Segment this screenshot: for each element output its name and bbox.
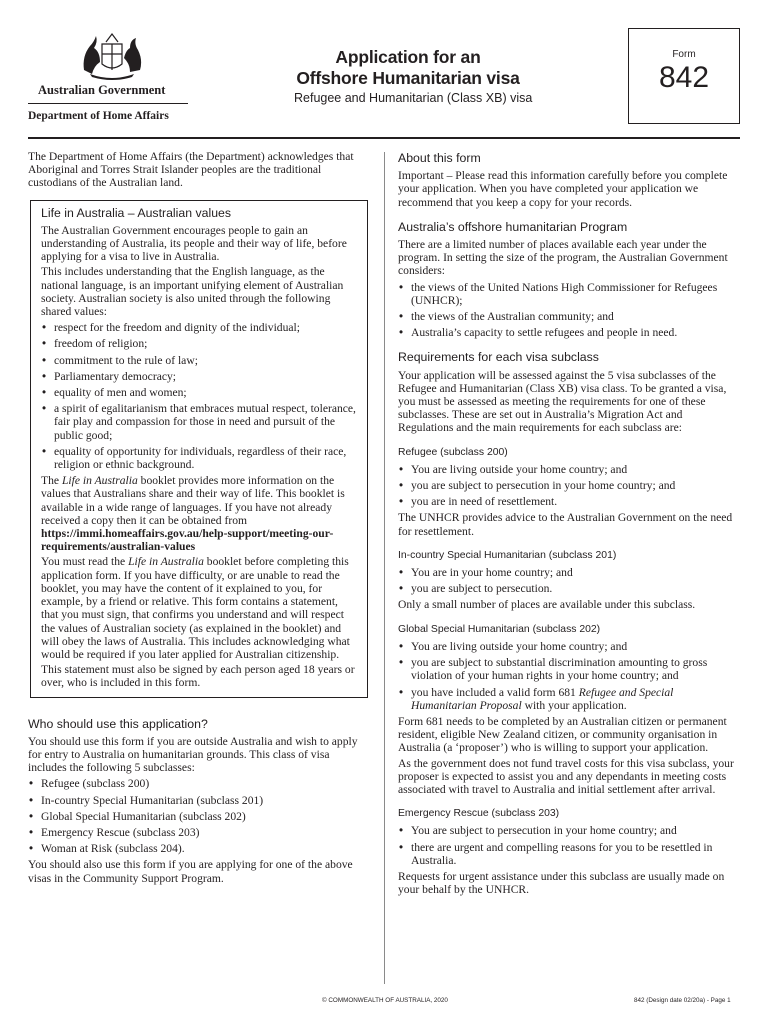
requirement-item: • You are living outside your home country; and xyxy=(398,463,740,476)
requirement-item: • you are subject to persecution. xyxy=(398,582,740,595)
page-info: 842 (Design date 02/20a) - Page 1 xyxy=(634,997,731,1004)
values-list-item: • equality of opportunity for individuals, regardless of their race, religion or ethnic background. xyxy=(41,445,357,471)
values-list-item: • freedom of religion; xyxy=(41,337,357,350)
values-list-item: • equality of men and women; xyxy=(41,386,357,399)
booklet-title: Life in Australia xyxy=(128,555,204,569)
subclass-list-item: • Woman at Risk (subclass 204). xyxy=(28,842,368,855)
left-column xyxy=(28,150,368,887)
requirement-item: • you are in need of resettlement. xyxy=(398,495,740,508)
about-heading: About this form xyxy=(398,151,481,165)
community-support-text: You should also use this form if you are applying for one of the above visas in the Community Support Program. xyxy=(28,858,353,885)
requirement-item: • you are subject to substantial discrimination amounting to gross violation of your human rights in your home country; and xyxy=(398,656,740,682)
subclass-201-list xyxy=(398,566,740,595)
subclass-203-heading: Emergency Rescue (subclass 203) xyxy=(398,808,560,820)
australian-values-box xyxy=(30,200,368,698)
about-text: Important – Please read this information carefully before you complete your application. When you have completed your application we recommend that you keep a copy for your records. xyxy=(398,169,728,209)
text-span: with your application. xyxy=(521,698,627,712)
values-list-item: • a spirit of egalitarianism that embraces mutual respect, tolerance, fair play and compassion for those in need and pursuit of the public good; xyxy=(41,402,357,442)
subclass-202-note-2: As the government does not fund travel costs for this visa subclass, your proposer is expected to assist you and any dependants in meeting costs associated with travel to Australia and initial settlement after arrival. xyxy=(398,756,734,796)
program-list-item: • the views of the United Nations High Commissioner for Refugees (UNHCR); xyxy=(398,281,740,307)
requirement-item: • You are subject to persecution in your home country; and xyxy=(398,824,740,837)
booklet-title: Life in Australia xyxy=(61,474,138,488)
values-paragraph-5: This statement must also be signed by each person aged 18 years or over, who is included in this form. xyxy=(41,663,355,690)
requirement-item: • You are in your home country; and xyxy=(398,566,740,579)
values-list-item: • Parliamentary democracy; xyxy=(41,370,357,383)
form-number: 842 xyxy=(658,61,710,94)
program-list-item: • the views of the Australian community; and xyxy=(398,310,740,323)
values-heading: Life in Australia – Australian values xyxy=(41,205,232,220)
form-title-line-1: Application for an xyxy=(335,47,481,67)
who-should-use-text: You should use this form if you are outside Australia and wish to apply for entry to Australia on humanitarian grounds. This class of visa includes the following 5 subclasses: xyxy=(28,734,358,775)
header-divider xyxy=(28,137,740,139)
text-span: booklet provides more information on the values that Australians share and their way of life. This booklet is available in a wide range of languages. If you have not already received a copy then it can be obtained from xyxy=(41,474,345,527)
right-column xyxy=(398,152,740,898)
program-text: There are a limited number of places available each year under the program. In setting the size of the program, the Australian Government considers: xyxy=(398,238,728,278)
program-heading: Australia’s offshore humanitarian Program xyxy=(398,219,628,234)
column-divider xyxy=(384,152,385,984)
subclass-202-list xyxy=(398,640,740,712)
subclass-list-item: • Global Special Humanitarian (subclass 202) xyxy=(28,810,368,823)
text-span: booklet before completing this application form. If you have difficulty, or are unable to read the booklet, you may have the content of it explained to you, for example, by a friend or relative. This form contains a statement, that you must sign, that confirms you understand and will respect the values of Australian society (as explained in the booklet) and will obey the laws of Australia. This includes acknowledging what would be required if you later applied for Australian citizenship. xyxy=(41,555,350,661)
subclass-203-note: Requests for urgent assistance under this subclass are usually made on your behalf by the UNHCR. xyxy=(398,869,725,897)
values-paragraph-3 xyxy=(41,474,357,553)
coat-of-arms-icon xyxy=(76,30,148,80)
form-subtitle: Refugee and Humanitarian (Class XB) visa xyxy=(294,91,533,105)
form-number-box xyxy=(628,28,740,124)
form-title-line-2: Offshore Humanitarian visa xyxy=(296,68,520,88)
subclass-list-item: • Refugee (subclass 200) xyxy=(28,777,368,790)
program-list-item: • Australia’s capacity to settle refugees and people in need. xyxy=(398,326,740,339)
requirements-heading: Requirements for each visa subclass xyxy=(398,350,599,365)
department-name: Department of Home Affairs xyxy=(28,103,188,122)
text-span: You must read the xyxy=(41,555,129,569)
subclass-201-note: Only a small number of places are available under this subclass. xyxy=(398,598,696,612)
values-list-item: • respect for the freedom and dignity of the individual; xyxy=(41,321,357,334)
values-paragraph-2: This includes understanding that the English language, as the national language, is an important unifying element of Australian society. Australian society is also united through the following shared values: xyxy=(41,265,344,319)
values-paragraph-1: The Australian Government encourages people to gain an understanding of Australia, its people and their way of life, before applying for a visa to live in Australia. xyxy=(41,223,347,264)
requirements-text: Your application will be assessed against the 5 visa subclasses of the Refugee and Humanitarian (Class XB) visa class. To be granted a visa, you must be assessed as meeting the requirements for one of these subclasses. These are set out in Australia’s Migration Act and Regulations and the main requirements for each subclass are: xyxy=(398,368,727,435)
subclass-200-heading: Refugee (subclass 200) xyxy=(398,446,508,458)
form-681-title: Refugee and Special Humanitarian Proposal xyxy=(411,685,674,712)
form-title-block xyxy=(258,47,558,105)
requirement-item: • there are urgent and compelling reasons for you to be resettled in Australia. xyxy=(398,841,740,867)
subclass-202-note-1: Form 681 needs to be completed by an Australian citizen or permanent resident, eligible New Zealand citizen, or community organisation in Australia (a ‘proposer’) who is willing to support your application. xyxy=(398,714,727,755)
values-list-item: • commitment to the rule of law; xyxy=(41,354,357,367)
copyright-notice: © COMMONWEALTH OF AUSTRALIA, 2020 xyxy=(322,997,448,1004)
subclass-list-item: • In-country Special Humanitarian (subclass 201) xyxy=(28,794,368,807)
subclass-list-item: • Emergency Rescue (subclass 203) xyxy=(28,826,368,839)
requirement-item xyxy=(398,686,740,712)
who-should-use-heading: Who should use this application? xyxy=(28,716,208,731)
government-logo xyxy=(28,30,188,122)
requirement-item: • you are subject to persecution in your home country; and xyxy=(398,479,740,492)
values-paragraph-4 xyxy=(41,555,357,661)
program-list xyxy=(398,281,740,340)
values-list xyxy=(41,321,357,471)
values-url-link[interactable]: https://immi.homeaffairs.gov.au/help-support/meeting-our-requirements/australian-values xyxy=(41,527,334,554)
subclass-202-heading: Global Special Humanitarian (subclass 202) xyxy=(398,623,601,635)
government-name: Australian Government xyxy=(38,83,166,97)
text-span: you have included a valid form 681 xyxy=(411,685,579,699)
form-label: Form xyxy=(672,49,696,60)
subclass-201-heading: In-country Special Humanitarian (subclass 201) xyxy=(398,549,617,561)
subclass-200-note: The UNHCR provides advice to the Australian Government on the need for resettlement. xyxy=(398,511,733,538)
subclass-203-list xyxy=(398,824,740,867)
subclass-list xyxy=(28,777,368,855)
requirement-item: • You are living outside your home country; and xyxy=(398,640,740,653)
acknowledgement-text: The Department of Home Affairs (the Department) acknowledges that Aboriginal and Torres Strait Islander peoples are the traditional custodians of the Australian land. xyxy=(28,150,354,190)
subclass-200-list xyxy=(398,463,740,509)
text-span: The xyxy=(41,474,62,488)
